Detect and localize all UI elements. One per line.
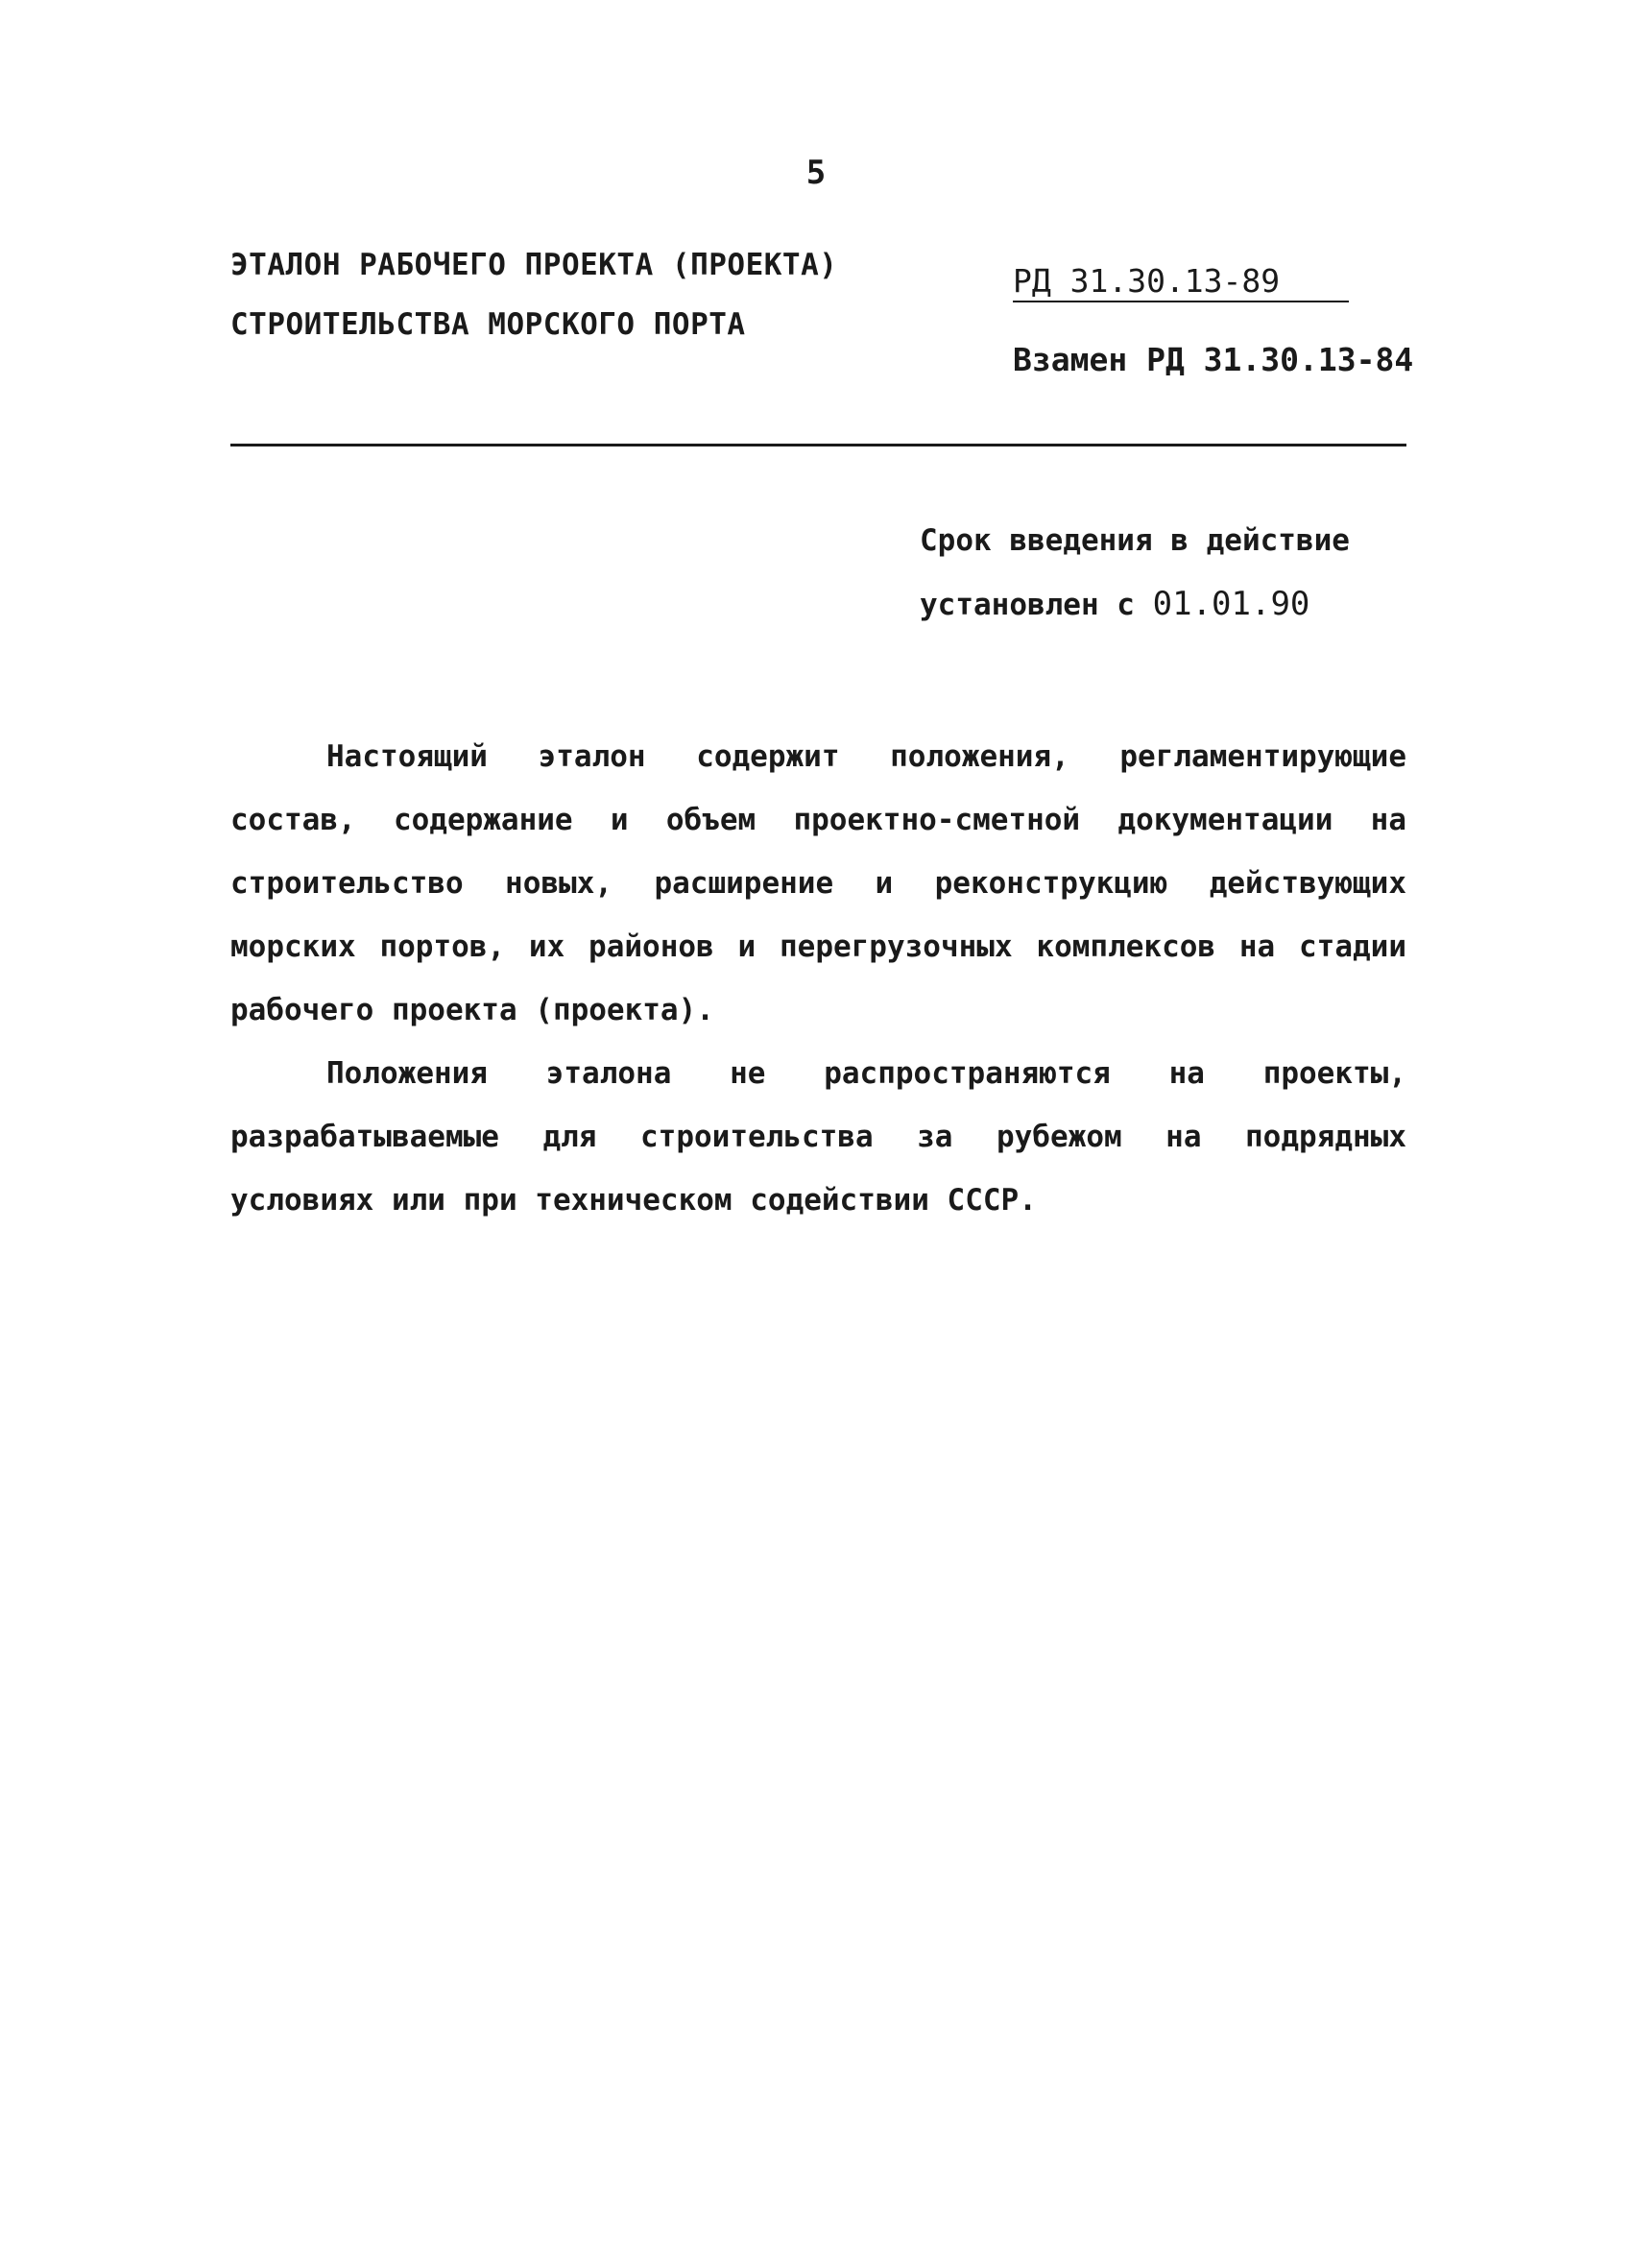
body-text	[230, 725, 1406, 1232]
effective-prefix: установлен с	[920, 588, 1153, 622]
document-title	[230, 235, 837, 354]
title-line-1: ЭТАЛОН РАБОЧЕГО ПРОЕКТА (ПРОЕКТА)	[230, 248, 838, 282]
page-number: 5	[805, 154, 827, 192]
effective-date: 01.01.90	[1152, 585, 1310, 623]
replaces-code: Взамен РД 31.30.13-84	[1013, 341, 1414, 378]
title-line-2: СТРОИТЕЛЬСТВА МОРСКОГО ПОРТА	[230, 307, 746, 342]
header-divider	[230, 444, 1406, 446]
effective-line-1: Срок введения в действие	[920, 523, 1350, 558]
paragraph-2: Положения эталона не распространяются на проекты, разрабатываемые для строительства за рубежом на подрядных условиях или при техническом содействии СССР.	[230, 1056, 1406, 1218]
document-code: РД 31.30.13-89	[1013, 262, 1349, 302]
document-code-block	[1013, 250, 1413, 392]
paragraph-1: Настоящий эталон содержит положения, регламентирующие состав, содержание и объем проектно-сметной документации на строительство новых, расширение и реконструкцию действующих морских портов, их районов и перегрузочных комплексов на стадии рабочего проекта (проекта).	[230, 739, 1406, 1027]
effective-line-2	[920, 572, 1350, 637]
effective-date-block	[920, 509, 1350, 637]
